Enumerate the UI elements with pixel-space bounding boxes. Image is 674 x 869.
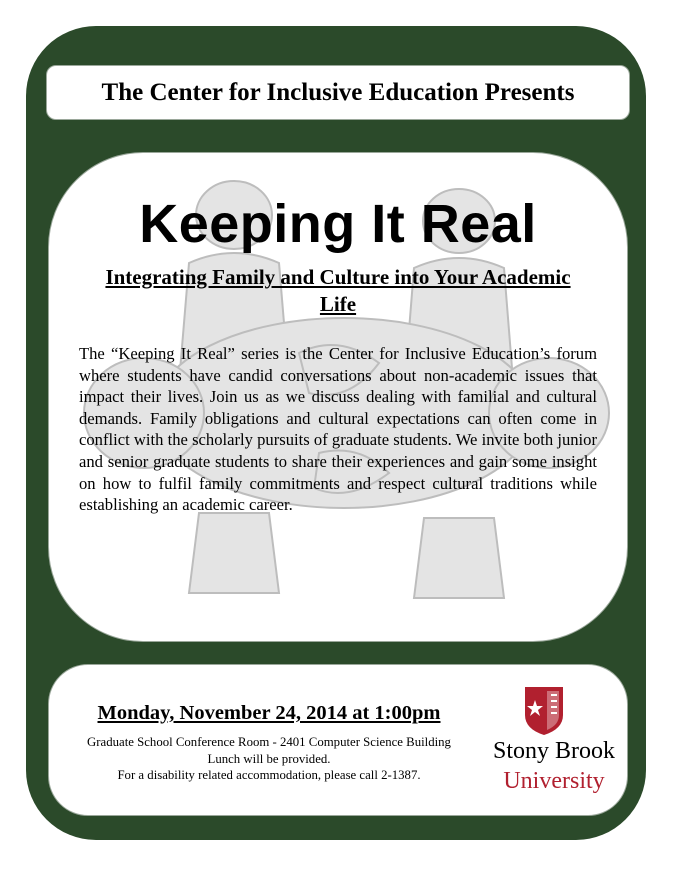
event-title: Keeping It Real [139,194,537,254]
event-date: Monday, November 24, 2014 at 1:00pm [97,702,441,724]
event-details [69,734,469,784]
main-panel [48,152,628,642]
event-subtitle: Integrating Family and Culture into Your Academic Life [105,265,571,316]
event-details-panel [48,664,628,816]
event-description: The “Keeping It Real” series is the Center for Inclusive Education’s forum where students have candid conversations about non-academic issues that impact their lives. Join us as we discuss dealing with familial and cultural demands. Family obligations and cultural expectations can often come in conflict with the scholarly pursuits of graduate students. We invite both junior and senior graduate students to share their experiences and gain some insight on how to fulfil family commitments and respect cultural traditions while establishing an academic career. [79,344,597,515]
accommodation-note: For a disability related accommodation, please call 2-1387. [117,768,421,782]
logo-name: Stony Brook [492,738,615,764]
stony-brook-logo [481,685,627,805]
presenter-banner [46,65,630,120]
lunch-note: Lunch will be provided. [207,751,331,766]
presenter-line: The Center for Inclusive Education Presents [101,78,575,106]
shield-icon [521,685,567,737]
logo-university: University [503,768,605,794]
event-location: Graduate School Conference Room - 2401 Computer Science Building [87,735,451,749]
